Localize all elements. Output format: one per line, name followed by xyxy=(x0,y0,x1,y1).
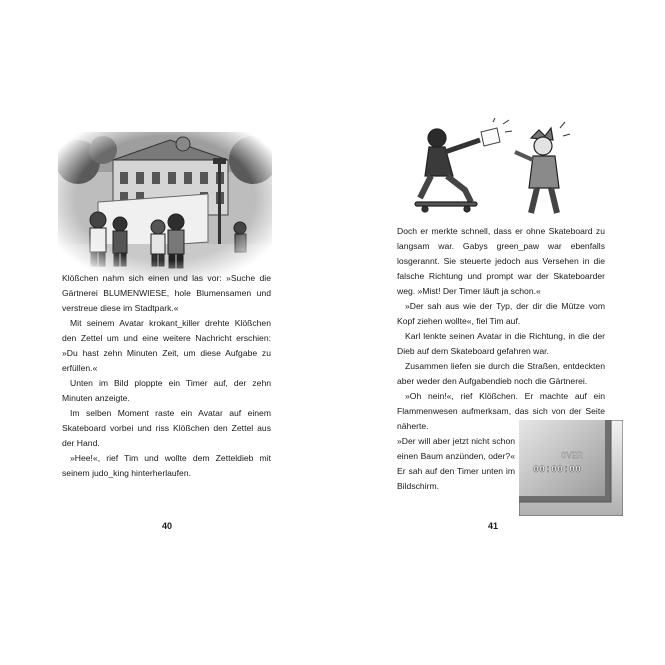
page-number: 40 xyxy=(162,521,173,531)
paragraph: »Der sah aus wie der Typ, der dir die Mütze vom Kopf ziehen wollte«, fiel Tim auf. xyxy=(397,301,605,326)
timer-over-label: OVER xyxy=(561,451,583,461)
skateboard-thief-illustration xyxy=(405,118,580,218)
timer-display: 00:00:00 xyxy=(533,465,582,476)
paragraph: »Der will aber jetzt nicht schon einen Baum anzünden, oder?« Er sah auf den Timer unten im Bildschirm. xyxy=(397,436,515,491)
page-number: 41 xyxy=(488,521,499,531)
timer-screen-illustration xyxy=(519,420,623,516)
paragraph: Doch er merkte schnell, dass er ohne Skateboard zu langsam war. Gabys green_paw war ebenfalls losgerannt. Sie steuerte jedoch aus Versehen in die falsche Richtung und prompt war der Skateboarder weg. »Mist! Der Timer läuft ja schon.« xyxy=(397,226,605,296)
paragraph: Karl lenkte seinen Avatar in die Richtung, in die der Dieb auf dem Skateboard gefahren war. xyxy=(397,331,605,356)
paragraph: Im selben Moment raste ein Avatar auf einem Skateboard vorbei und riss Klößchen den Zettel aus der Hand. xyxy=(62,408,271,448)
paragraph: Unten im Bild ploppte ein Timer auf, der zehn Minuten anzeigte. xyxy=(62,378,271,403)
paragraph: »Hee!«, rief Tim und wollte dem Zetteldieb mit seinem judo_king hinterherlaufen. xyxy=(62,453,271,478)
paragraph: Mit seinem Avatar krokant_killer drehte Klößchen den Zettel um und eine weitere Nachricht erschien: »Du hast zehn Minuten Zeit, um diese Aufgabe zu erfüllen.« xyxy=(62,318,271,373)
paragraph: Zusammen liefen sie durch die Straßen, entdeckten aber weder den Aufgabendieb noch die Gärtnerei. xyxy=(397,361,605,386)
left-page xyxy=(0,0,332,665)
paragraph: Klößchen nahm sich einen und las vor: »Suche die Gärtnerei BLUMENWIESE, hole Blumensamen und verstreue diese im Stadtpark.« xyxy=(62,273,271,313)
park-scene-illustration xyxy=(58,132,272,280)
left-page-text xyxy=(62,271,271,481)
paragraph: »Oh nein!«, rief Klößchen. Er machte auf ein Flammenwesen aufmerksam, das sich von der Seite näherte. xyxy=(397,391,605,431)
